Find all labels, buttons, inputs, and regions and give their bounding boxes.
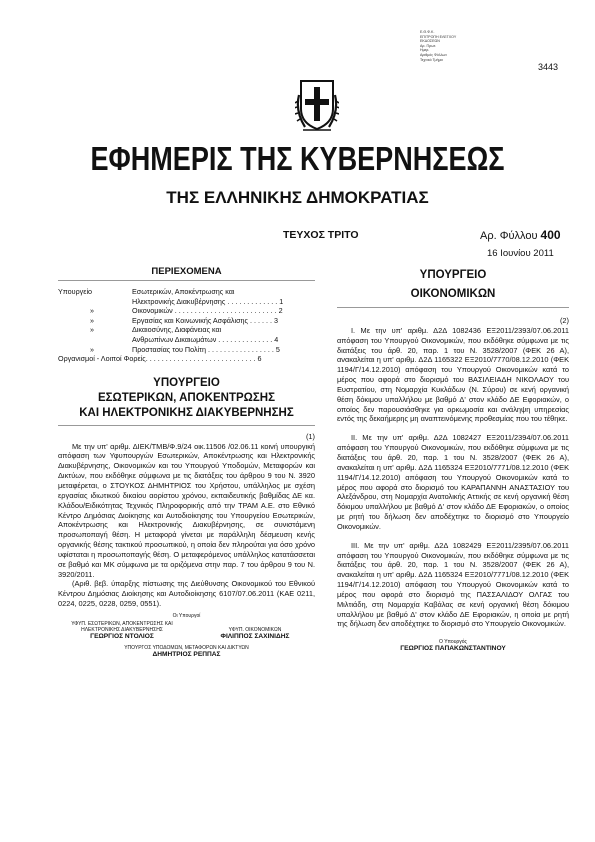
- ministry-heading-interior: ΥΠΟΥΡΓΕΙΟ ΕΣΩΤΕΡΙΚΩΝ, ΑΠΟΚΕΝΤΡΩΣΗΣ ΚΑΙ ΗΛΕΚΤΡΟΝΙΚΗΣ ΔΙΑΚΥΒΕΡΝΗΣΗΣ: [79, 376, 294, 419]
- stamp-line: Αριθμός Φύλλων: [420, 52, 448, 57]
- decision-number: (1): [305, 431, 315, 441]
- decision-text: Με την υπ' αριθμ. ΔΙΕΚ/ΤΜΒ/Φ.9/24 οικ.11506 /02.06.11 κοινή υπουργική απόφαση των Υφυπουργών Εσωτερικών, Αποκέντρωσης και Ηλεκτρονικής Διακυβέρνησης, Οικονομικών και του Υπουργού Υποδομών, Μεταφορών και Δικτύων, που εκδόθηκε σύμφωνα με τις διατάξεις του άρθρου 9 του Ν. 3920 μεταφέρεται, ο ΣΤΟΥΚΟΣ ΔΗΜΗΤΡΙΟΣ του Χρήστου, υπάλληλος με σχέση εργασίας ιδιωτικού δικαίου αορίστου χρόνου, εκπαιδευτικής βαθμίδας ΔΕ κα. Κλάδου/Ειδικότητας Τεχνικός Πληροφορικής από την ΤΡΑΜ Α.Ε. στο Εθνικό Κέντρο Δημόσιας Διοίκησης και Αυτοδιοίκησης του Υπουργείου Εσωτερικών, Αποκέντρωσης και Ηλεκτρονικής Διακυβέρνησης, σε συνιστάμενη προσωποπαγή θέση. Η μεταφορά γίνεται με παράλληλη δέσμευση κενής οργανικής θέσης τακτικού προσωπικού, η οποία δεν πληρούται για όσο χρόνο υφίσταται η προσωποπαγής θέση. Ο μεταφερόμενος υπάλληλος κατατάσσεται σε βαθμό και ΜΚ σύμφωνα με τα οριζόμενα στην παρ. 7 του άρθρου 9 του Ν. 3920/2011.: [58, 441, 315, 579]
- decision-text: ΙΙΙ. Με την υπ' αριθμ. Δ2Δ 1082429 ΕΞ2011/2395/07.06.2011 απόφαση του Υπουργού Οικονομικών, που εκδόθηκε σύμφωνα με τις διατάξεις του άρθ. 20, παρ. 1 του Ν. 3528/2007 (ΦΕΚ 26 Α), ανακαλείται η υπ' αριθμ. Δ2Δ 1165324 ΕΞ2010/7771/08.12.2010 (ΦΕΚ 1194/Γ/14.12.2010) απόφαση του Υπουργού Οικονομικών κατά το μέρος που αφορά στο διορισμό της ΠΑΣΣΑΛΙΔΟΥ ΟΛΓΑΣ του Μιλτιάδη, στη Νομαρχία Καβάλας σε κενή οργανική θέση δόκιμου υπαλλήλου με βαθμό Δ' στον κλάδο ΔΕ Εφοριακών, η οποία με ρητή της δήλωση δεν αποδέχτηκε το διορισμό στο Υπουργείο Οικονομικών.: [337, 540, 569, 629]
- issue-series: ΤΕΥΧΟΣ ΤΡΙΤΟ: [283, 229, 359, 241]
- right-column: [337, 266, 569, 653]
- signature-intro: Οι Υπουργοί: [172, 612, 201, 619]
- ministry-heading-finance: ΥΠΟΥΡΓΕΙΟ ΟΙΚΟΝΟΜΙΚΩΝ: [410, 269, 496, 300]
- greek-coat-of-arms-icon: [295, 75, 339, 135]
- signatory-name: ΓΕΩΡΓΙΟΣ ΝΤΟΛΙΟΣ: [90, 632, 154, 640]
- sheet-number-label: Αρ. Φύλλου: [480, 230, 538, 242]
- decision-text: ΙΙ. Με την υπ' αριθμ. Δ2Δ 1082427 ΕΞ2011/2394/07.06.2011 απόφαση του Υπουργού Οικονομικών, που εκδόθηκε σύμφωνα με τις διατάξεις του άρθ. 20, παρ. 1 του Ν. 3528/2007 (ΦΕΚ 26 Α), ανακαλείται η υπ' αριθμ. Δ2Δ 1165324 ΕΞ2010/7771/08.12.2010 (ΦΕΚ 1194/Γ/14.12.2010) απόφαση του Υπουργού Οικονομικών κατά το μέρος που αφορά στο διορισμό του ΚΑΡΑΠΑΝΝΗ ΑΝΑΣΤΑΣΙΟΥ του Αλεξάνδρου, στη Νομαρχία Ανατολικής Αττικής σε κενή οργανική θέση δόκιμου υπαλλήλου με βαθμό Δ' στον κλάδο ΔΕ Εφοριακών, ο οποίος με ρητή του δήλωση δεν αποδέχτηκε το διορισμό στο Υπουργείο Οικονομικών.: [337, 433, 569, 531]
- signatory-name: ΔΗΜΗΤΡΙΟΣ ΡΕΠΠΑΣ: [152, 650, 221, 658]
- stamp-line: ΕΚΔΟΣΕΩΝ: [420, 39, 440, 44]
- signature-block: [58, 621, 315, 641]
- left-column: [58, 266, 315, 659]
- divider: [337, 307, 569, 308]
- toc-row: Ανθρωπίνων Δικαιωμάτων . . . . . . . . . . . . . . 4: [132, 334, 279, 344]
- signatory-name: ΦΙΛΙΠΠΟΣ ΣΑΧΙΝΙΔΗΣ: [220, 632, 290, 640]
- stamp-line: Τεχνικό Τμήμα: [420, 57, 443, 62]
- page-number: 3443: [538, 62, 559, 72]
- decision-note: (Αριθ. βεβ. ύπαρξης πίστωσης της Διεύθυνσης Οικονομικού του Εθνικού Κέντρου Δημόσιας Διοίκησης και Αυτοδιοίκησης 6107/07.06.2011 (ΚΑΕ 0211, 0224, 0225, 0228, 0259, 0551).: [58, 579, 315, 609]
- table-of-contents: [58, 287, 315, 364]
- stamp-line: Ημερ.: [420, 48, 430, 53]
- decision-number: (2): [559, 316, 569, 325]
- divider: [58, 280, 315, 281]
- gazette-subtitle: ΤΗΣ ΕΛΛΗΝΙΚΗΣ ΔΗΜΟΚΡΑΤΙΑΣ: [166, 188, 429, 207]
- toc-row: Υπουργείο Εσωτερικών, Αποκέντρωσης και: [58, 287, 235, 296]
- signature-intro: Ο Υπουργός: [439, 639, 467, 646]
- sheet-number-value: 400: [540, 228, 561, 242]
- official-stamp: [420, 30, 480, 62]
- toc-row: » Προστασίας του Πολίτη . . . . . . . . . . . . . . . . . 5: [90, 344, 280, 354]
- signatory-title: ΥΦΥΠ. ΟΙΚΟΝΟΜΙΚΩΝ: [228, 626, 282, 633]
- signatory-title: ΥΠΟΥΡΓΟΣ ΥΠΟΔΟΜΩΝ, ΜΕΤΑΦΟΡΩΝ ΚΑΙ ΔΙΚΤΥΩΝ: [124, 644, 249, 651]
- toc-row: » Οικονομικών . . . . . . . . . . . . . . . . . . . . . . . . . . 2: [90, 306, 283, 316]
- toc-row: Οργανισμοί - Λοιποί Φορείς . . . . . . . . . . . . . . . . . . . . . . . . . . . . 6: [58, 354, 262, 364]
- divider: [58, 425, 315, 426]
- decision-text: Ι. Με την υπ' αριθμ. Δ2Δ 1082436 ΕΞ2011/2393/07.06.2011 απόφαση του Υπουργού Οικονομικών, που εκδόθηκε σύμφωνα με τις διατάξεις του άρθ. 20, παρ. 1 του Ν. 3528/2007 (ΦΕΚ 26 Α), ανακαλείται η υπ' αριθμ. Δ2Δ 1165322 ΕΞ2010/7770/08.12.2010 (ΦΕΚ 1194/Γ/14.12.2010) απόφαση του Υπουργού Οικονομικών κατά το μέρος που αφορά στο διορισμό του ΒΑΣΙΛΕΙΑΔΗ ΝΙΚΟΛΑΟΥ του Ευστρατίου, στη Νομαρχία Κυκλάδων (Ν. Σύρου) σε κενή οργανική θέση δόκιμου υπαλλήλου με βαθμό Δ' στον κλάδο ΔΕ Εφοριακών, ο οποίος δεν παρουσιάσθηκε για ορκωμοσία και ανάληψη υπηρεσίας εντός της δεκαήμερης μη αναπτεινόμενης προθεσμίας που του τέθηκε.: [337, 325, 569, 424]
- toc-row: Ηλεκτρονικής Διακυβέρνησης . . . . . . . . . . . . . 1: [132, 296, 284, 306]
- toc-row: » Εργασίας και Κοινωνικής Ασφάλισης . . . . . . 3: [90, 315, 278, 325]
- toc-row: » Δικαιοσύνης, Διαφάνειας και: [90, 325, 222, 335]
- signatory-title: ΥΦΥΠ. ΕΣΩΤΕΡΙΚΩΝ, ΑΠΟΚΕΝΤΡΩΣΗΣ ΚΑΙ ΗΛΕΚΤΡΟΝΙΚΗΣ ΔΙΑΚΥΒΕΡΝΗΣΗΣ: [71, 620, 173, 633]
- sheet-number: [480, 228, 561, 242]
- issue-date: 16 Ιουνίου 2011: [487, 248, 554, 259]
- stamp-line: Ε.Θ.Φ.Κ.: [420, 30, 435, 34]
- gazette-title: ΕΦΗΜΕΡΙΣ ΤΗΣ ΚΥΒΕΡΝΗΣΕΩΣ: [90, 140, 505, 177]
- toc-heading: ΠΕΡΙΕΧΟΜΕΝΑ: [151, 266, 222, 277]
- signatory-name: ΓΕΩΡΓΙΟΣ ΠΑΠΑΚΩΝΣΤΑΝΤΙΝΟΥ: [400, 645, 506, 653]
- stamp-line: Αρ. Πρωτ.: [420, 43, 437, 48]
- stamp-line: ΕΠΙΤΡΟΠΗ ΕΛΕΓΧΟΥ: [420, 34, 457, 39]
